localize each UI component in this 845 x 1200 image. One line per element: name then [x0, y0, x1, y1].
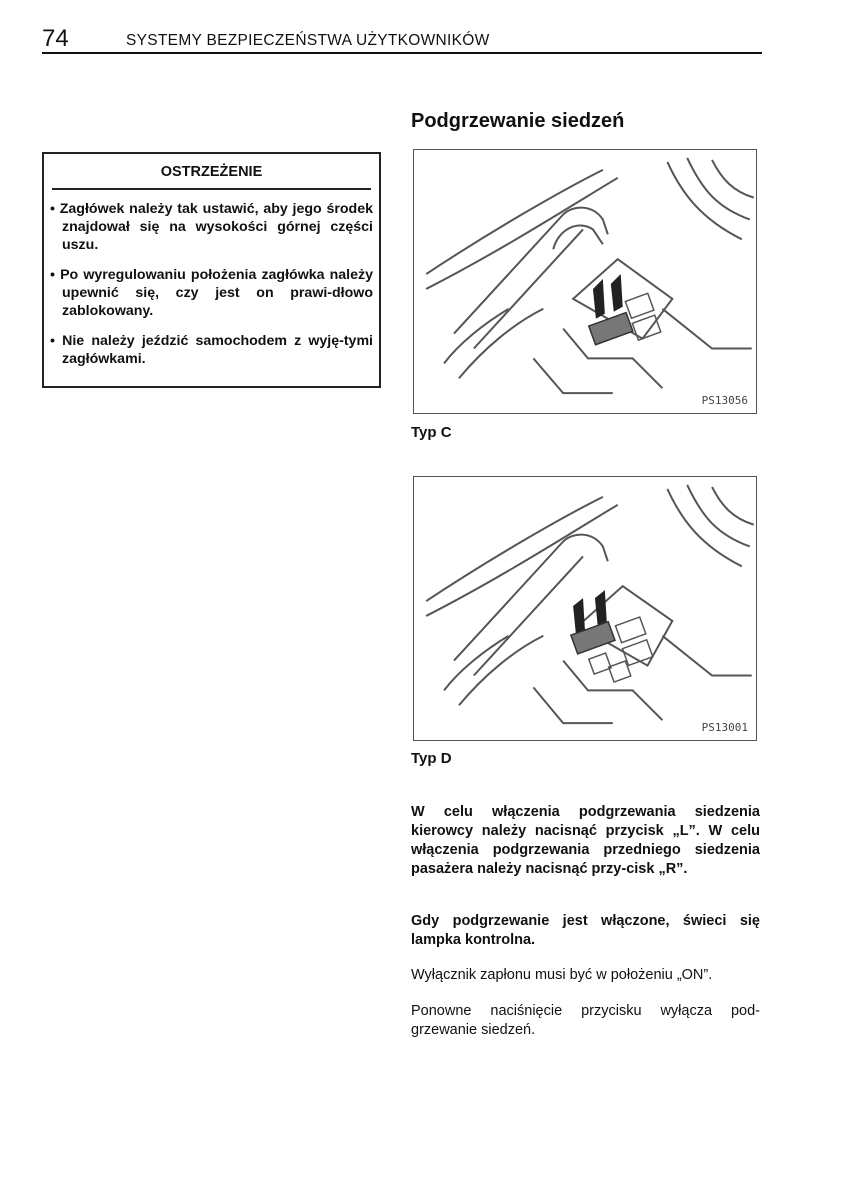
figure-code: PS13056 [701, 394, 748, 407]
warning-item: • Po wyregulowaniu położenia zagłówka należy upewnić się, czy jest on prawi-dłowo zablokowany. [50, 267, 373, 319]
figure-type-c [413, 149, 757, 414]
figure-caption: Typ D [411, 750, 452, 767]
page-header [42, 26, 762, 54]
running-title: SYSTEMY BEZPIECZEŃSTWA UŻYTKOWNIKÓW [126, 32, 490, 49]
warning-box [42, 152, 381, 388]
section-heading: Podgrzewanie siedzeń [411, 110, 625, 132]
page-number: 74 [42, 25, 69, 52]
header-rule [42, 52, 762, 54]
warning-list [50, 200, 373, 380]
warning-item: • Nie należy jeździć samochodem z wyję-tymi zagłówkami. [50, 333, 373, 367]
paragraph-seat-heater-buttons: W celu włączenia podgrzewania siedzenia kierowcy należy nacisnąć przycisk „L”. W celu włączenia podgrzewania przedniego siedzenia pasażera należy nacisnąć przy-cisk „R”. [411, 804, 760, 877]
figure-type-d [413, 476, 757, 741]
warning-title: OSTRZEŻENIE [160, 164, 263, 180]
seat-heater-switch-illustration [414, 150, 756, 413]
figure-code: PS13001 [701, 721, 748, 734]
paragraph-ignition: Wyłącznik zapłonu musi być w położeniu „ON”. [411, 967, 713, 983]
warning-rule [52, 188, 371, 190]
seat-heater-switch-illustration [414, 477, 756, 740]
figure-caption: Typ C [411, 424, 452, 441]
paragraph-turn-off: Ponowne naciśnięcie przycisku wyłącza pod-grzewanie siedzeń. [411, 1003, 760, 1038]
paragraph-indicator-lamp: Gdy podgrzewanie jest włączone, świeci się lampka kontrolna. [411, 913, 760, 948]
warning-item: • Zagłówek należy tak ustawić, aby jego środek znajdował się na wysokości górnej części uszu. [50, 201, 373, 253]
